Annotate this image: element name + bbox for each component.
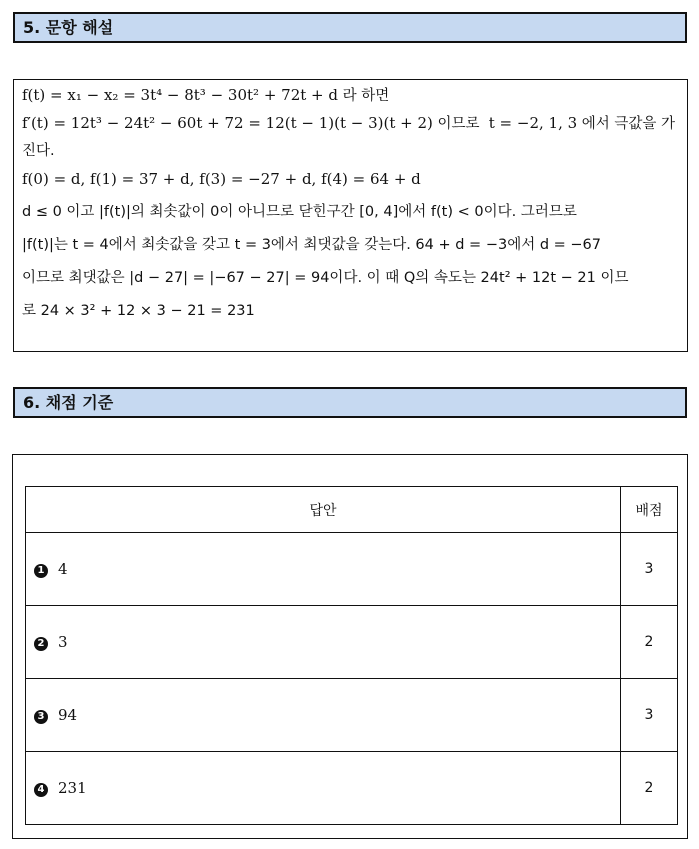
solution-line-8 xyxy=(22,295,679,328)
answer-cell xyxy=(26,679,621,752)
solution-line-4 xyxy=(22,163,679,196)
header-score: 배점 xyxy=(621,487,678,533)
answer-cell xyxy=(26,606,621,679)
solution-box xyxy=(13,79,688,352)
solution-line-6 xyxy=(22,229,679,262)
solution-line-6-text: |f(t)|는 t = 4에서 최솟값을 갖고 t = 3에서 최댓값을 갖는다. 64 + d = −3에서 d = −67 xyxy=(22,237,601,253)
answer-value: 4 xyxy=(58,560,68,578)
solution-line-1-math: f(t) = x₁ − x₂ = 3t⁴ − 8t³ − 30t² + 72t + d xyxy=(22,86,338,104)
solution-line-1-text: 라 하면 xyxy=(342,88,390,104)
solution-line-4-math: f(0) = d, f(1) = 37 + d, f(3) = −27 + d, f(4) = 64 + d xyxy=(22,170,421,188)
table-row xyxy=(26,679,678,752)
answer-value: 94 xyxy=(58,706,78,724)
solution-line-2-math2: t = −2, 1, 3 xyxy=(488,114,578,132)
grading-box xyxy=(12,454,688,839)
score-cell: 2 xyxy=(621,606,678,679)
section-5-title: 5. 문항 해설 xyxy=(23,18,114,37)
circled-number-icon: 1 xyxy=(34,564,48,578)
solution-line-3-text: 진다. xyxy=(22,143,55,159)
grading-table xyxy=(25,486,678,825)
section-6-title: 6. 채점 기준 xyxy=(23,393,114,412)
grading-table-header-row xyxy=(26,487,678,533)
answer-value: 231 xyxy=(58,779,87,797)
answer-cell xyxy=(26,533,621,606)
circled-number-icon: 3 xyxy=(34,710,48,724)
circled-number-icon: 2 xyxy=(34,637,48,651)
solution-line-8-text: 로 24 × 3² + 12 × 3 − 21 = 231 xyxy=(22,303,255,319)
circled-number-icon: 4 xyxy=(34,783,48,797)
score-cell: 3 xyxy=(621,533,678,606)
section-5-header xyxy=(13,12,687,43)
score-cell: 2 xyxy=(621,752,678,825)
solution-line-3 xyxy=(22,140,679,163)
score-cell: 3 xyxy=(621,679,678,752)
table-row xyxy=(26,752,678,825)
solution-line-1 xyxy=(22,84,679,107)
answer-value: 3 xyxy=(58,633,68,651)
answer-cell xyxy=(26,752,621,825)
solution-line-5-text: d ≤ 0 이고 |f(t)|의 최솟값이 0이 아니므로 닫힌구간 [0, 4]에서 f(t) < 0이다. 그러므로 xyxy=(22,204,577,220)
section-6-header xyxy=(13,387,687,418)
table-row xyxy=(26,533,678,606)
solution-line-5 xyxy=(22,196,679,229)
solution-line-2-math: f′(t) = 12t³ − 24t² − 60t + 72 = 12(t − 1)(t − 3)(t + 2) xyxy=(22,114,433,132)
solution-line-7 xyxy=(22,262,679,295)
solution-line-2-text2: 에서 극값을 가 xyxy=(581,116,676,132)
solution-line-2-text: 이므로 xyxy=(437,116,480,132)
header-answer: 답안 xyxy=(26,487,621,533)
table-row xyxy=(26,606,678,679)
solution-line-7-text: 이므로 최댓값은 |d − 27| = |−67 − 27| = 94이다. 이 때 Q의 속도는 24t² + 12t − 21 이므 xyxy=(22,270,629,286)
solution-line-2 xyxy=(22,107,679,140)
